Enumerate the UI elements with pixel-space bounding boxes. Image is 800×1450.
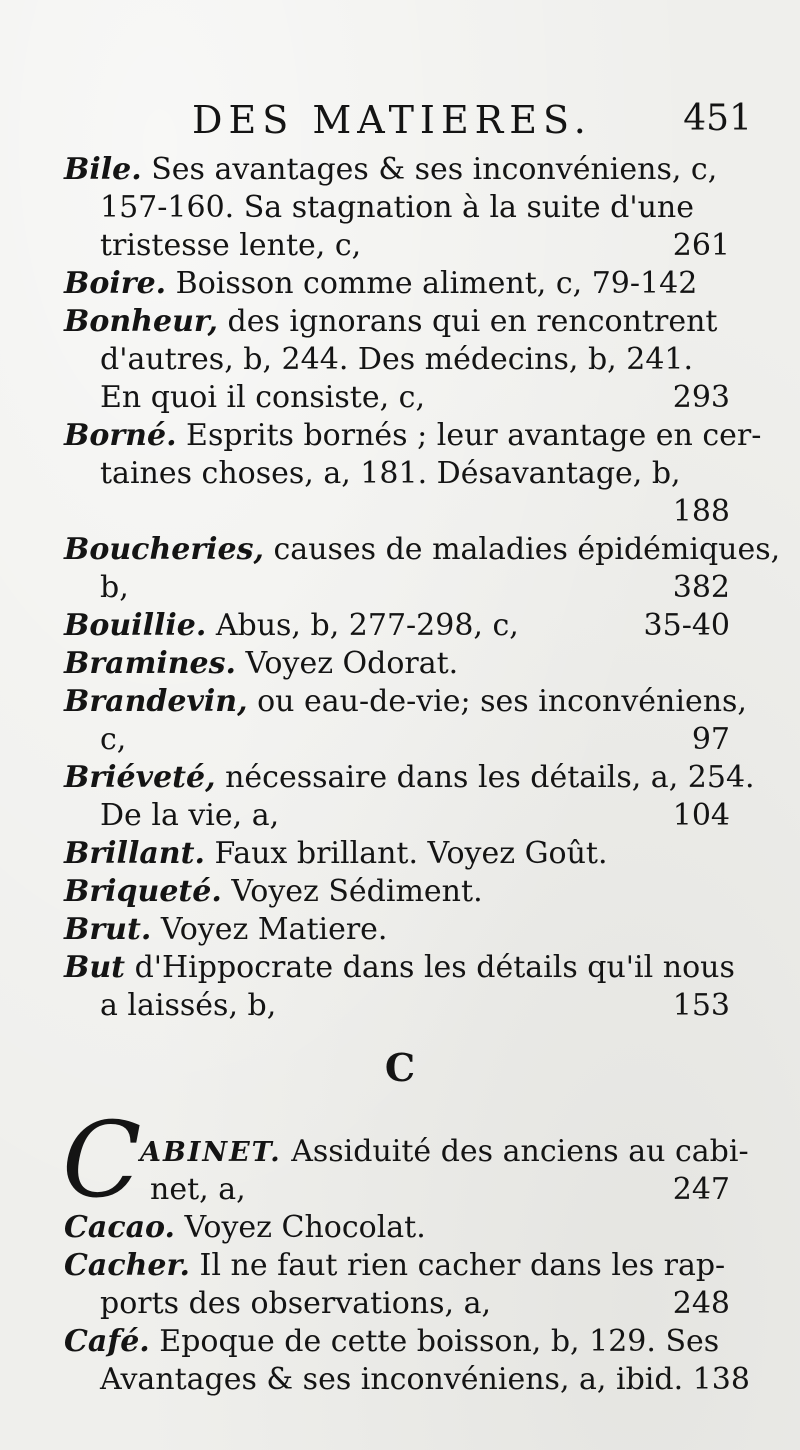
entry-headword: Briqueté. xyxy=(64,874,222,909)
entry-text: des ignorans qui en rencontrent xyxy=(217,304,718,339)
entry-text: Voyez Odorat. xyxy=(235,646,459,681)
entry-text: d'autres, b, 244. Des médecins, b, 241. xyxy=(100,342,694,377)
entry-headword: Bonheur, xyxy=(64,304,218,339)
entry-headword: Boucheries, xyxy=(64,532,264,567)
entry-text: Avantages & ses inconvéniens, a, ibid. 138 xyxy=(100,1362,750,1397)
entry-headword: ABINET. xyxy=(140,1137,282,1168)
entry-text: Epoque de cette boisson, b, 129. Ses xyxy=(149,1324,720,1359)
entry-text: b, xyxy=(100,570,129,605)
entry-text: taines choses, a, 181. Désavantage, b, xyxy=(100,456,681,491)
entry-text: tristesse lente, c, xyxy=(100,228,362,263)
entry-text: Abus, b, 277-298, c, xyxy=(206,608,519,643)
page-reference: 104 xyxy=(672,798,730,833)
page-reference: 247 xyxy=(672,1172,730,1207)
drop-cap: C xyxy=(62,1099,142,1221)
entry-headword: Cacher. xyxy=(64,1248,190,1283)
page-reference: 382 xyxy=(672,570,730,605)
entry-text: c, xyxy=(100,722,127,757)
entry-text: Assiduité des anciens au cabi- xyxy=(281,1134,749,1169)
entry-text: net, a, xyxy=(150,1172,246,1207)
running-header xyxy=(62,98,752,146)
entry-headword: Borné. xyxy=(64,418,177,453)
index-line xyxy=(0,1358,800,1402)
page-reference: 97 xyxy=(691,722,730,757)
entry-text: Boisson comme aliment, c, 79-142 xyxy=(166,266,698,301)
entry-headword: Brillant. xyxy=(64,836,205,871)
page-reference: 261 xyxy=(672,228,730,263)
entry-text: Faux brillant. Voyez Goût. xyxy=(204,836,608,871)
entry-headword: Boire. xyxy=(64,266,167,301)
entry-text: Il ne faut rien cacher dans les rap- xyxy=(189,1248,726,1283)
entry-headword: Bouillie. xyxy=(64,608,207,643)
entry-text: d'Hippocrate dans les détails qu'il nous xyxy=(125,950,735,985)
page-reference: 188 xyxy=(672,494,730,529)
entry-text: De la vie, a, xyxy=(100,798,280,833)
entry-headword: But xyxy=(64,950,126,985)
entry-headword: Brut. xyxy=(64,912,152,947)
entry-headword: Café. xyxy=(64,1324,150,1359)
entry-text: Voyez Sédiment. xyxy=(221,874,483,909)
page-reference: 248 xyxy=(672,1286,730,1321)
section-letter: C xyxy=(384,1045,416,1090)
entry-headword: Cacao. xyxy=(64,1210,175,1245)
entry-text: ou eau-de-vie; ses inconvéniens, xyxy=(247,684,747,719)
entry-headword: Brandevin, xyxy=(64,684,248,719)
entry-headword: Bile. xyxy=(64,152,142,187)
page-reference: 293 xyxy=(672,380,730,415)
page-reference: 153 xyxy=(672,988,730,1023)
entry-text: a laissés, b, xyxy=(100,988,277,1023)
entry-text: ports des observations, a, xyxy=(100,1286,491,1321)
entry-headword: Bramines. xyxy=(64,646,236,681)
page-title: DES MATIERES. xyxy=(192,98,592,142)
page-number: 451 xyxy=(683,98,752,139)
entry-text: Ses avantages & ses inconvéniens, c, xyxy=(141,152,718,187)
entry-text: Esprits bornés ; leur avantage en cer- xyxy=(176,418,762,453)
entry-text: 157-160. Sa stagnation à la suite d'une xyxy=(100,190,694,225)
entry-text: Voyez Chocolat. xyxy=(174,1210,426,1245)
line-text xyxy=(100,984,276,1028)
entry-text: causes de maladies épidémiques, xyxy=(263,532,781,567)
entry-text: nécessaire dans les détails, a, 254. xyxy=(215,760,755,795)
page-reference: 35-40 xyxy=(643,608,730,643)
entry-text: Voyez Matiere. xyxy=(151,912,388,947)
index-line xyxy=(0,984,800,1028)
entry-text: En quoi il consiste, c, xyxy=(100,380,425,415)
entry-headword: Briéveté, xyxy=(64,760,216,795)
line-text xyxy=(100,1358,750,1402)
